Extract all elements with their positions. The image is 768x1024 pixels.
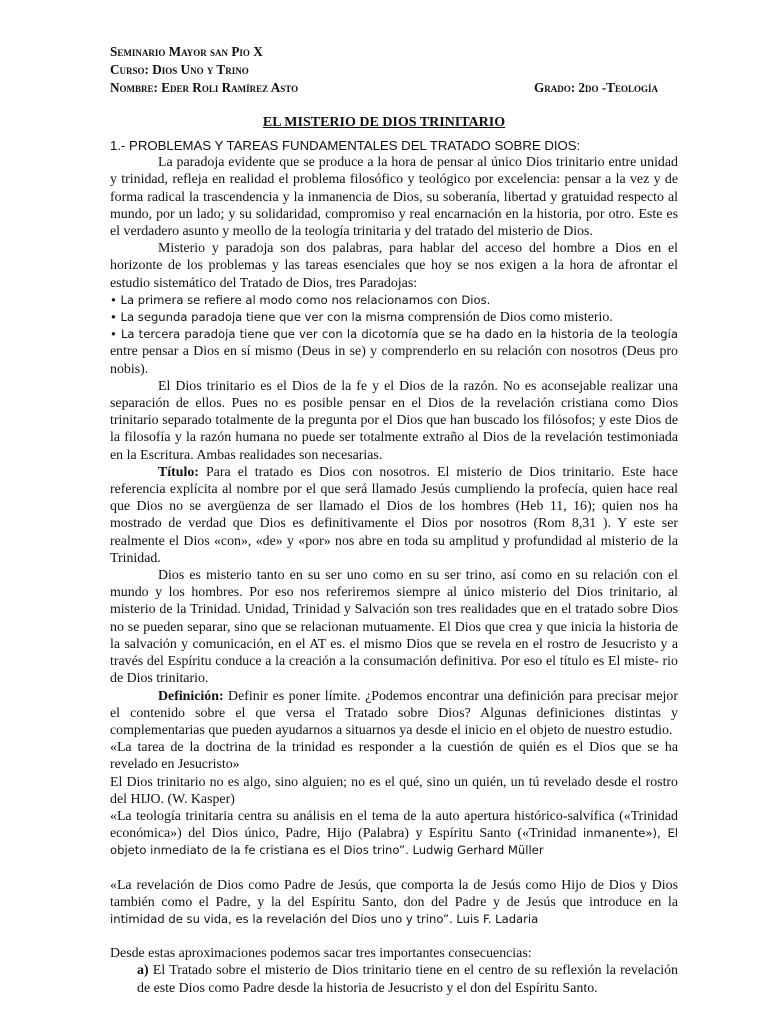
paragraph-label: Definición: [158,688,224,704]
paragraph: El Dios trinitario es el Dios de la fe y el Dios de la razón. No es aconsejable realizar una separación de ellos. Pues no es posible pensar en el Dios de la revelación cristiana como Dios trinitario separado totalmente de la pregunta por el Dios que han buscado los filósofos; y este Dios de la filosofía y la razón humana no puede ser totalmente extraño al Dios de la revelación testimoniada en la Escritura. Ambas realidades son necesarias. [110,378,678,463]
quote-text: «La revelación de Dios como Padre de Jesús, que comporta la de Jesús como Hijo de Dios y Dios también como el Padre, y la del Espíritu Santo, don del Padre y de Jesús que introduce en la [110,877,678,910]
quote [110,808,678,860]
bullet-item [110,326,678,378]
paragraph: Dios es misterio tanto en su ser uno como en su ser trino, así como en su relación con el mundo y los hombres. Por eso nos referiremos siempre al único misterio del Dios trinitario, al misterio de la Trinidad. Unidad, Trinidad y Salvación son tres realidades que en el tratado sobre Dios no se pueden separar, sino que se relacionan mutuamente. El Dios que crea y que inicia la historia de la salvación y comunicación, en el AT es. el mismo Dios que se revela en el rostro de Jesucristo y a través del Espíritu conduce a la creación a la consumación definitiva. Por eso el título es El miste- rio de Dios trinitario. [110,568,678,687]
quote-text-sans: inmanente»), El objeto inmediato de la fe cristiana es el Dios trino”. Ludwig Gerhard Müller [110,826,678,858]
paragraph-text: Para el tratado es Dios con nosotros. El misterio de Dios trinitario. Este hace referencia explícita al nombre por el que será llamado Jesús cumpliendo la profecía, quien hace real que Dios no se avergüenza de ser llamado el Dios de los hombres (Heb 11, 16); quien nos ha mostrado de verdad que Dios es definitivamente el Dios por nosotros (Rom 8,31 ). Y este ser realmente el Dios «con», «de» y «por» nos abre en toda su amplitud y profundidad al misterio de la Trinidad. [110,464,678,566]
section-heading: 1.- PROBLEMAS Y TAREAS FUNDAMENTALES DEL TRATADO SOBRE DIOS: [110,138,581,153]
quote [110,877,678,929]
list-item-text: El Tratado sobre el misterio de Dios trinitario tiene en el centro de su reflexión la revelación de este Dios como Padre desde la historia de Jesucristo y el don del Espíritu Santo. [137,963,678,996]
document-body [110,137,678,997]
spacer [110,860,678,877]
list-item-a [110,962,678,996]
seminario-line: Seminario Mayor san Pio X [110,44,263,59]
bullet-text: comprensión de Dios como misterio. [404,310,613,326]
paragraph: La paradoja evidente que se produce a la hora de pensar al único Dios trinitario entre unidad y trinidad, refleja en realidad el problema filosófico y teológico por excelencia: pensar a la vez y de forma radical la trascendencia y la inmanencia de Dios, su soberanía, libertad y gratuidad respecto al mundo, por un lado; y su solidaridad, compromiso y real encarnación en la historia, por otro. Este es el verdadero asunto y meollo de la teología trinitaria y del tratado del misterio de Dios. [110,155,678,240]
bullet-item [110,309,678,326]
quote: El Dios trinitario no es algo, sino alguien; no es el qué, sino un quién, un tú revelado desde el rostro del HIJO. (W. Kasper) [110,774,678,807]
paragraph [110,688,678,740]
list-item-label: a) [137,963,149,979]
quote: «La tarea de la doctrina de la trinidad es responder a la cuestión de quién es el Dios que se ha revelado en Jesucristo» [110,740,678,773]
bullet-text: entre pensar a Dios en sí mismo (Deus in se) y comprenderlo en su relación con nosotros (Deus pro nobis). [110,344,678,377]
paragraph: Desde estas aproximaciones podemos sacar tres importantes consecuencias: [110,946,532,962]
bullet-text-sans: • La segunda paradoja tiene que ver con la misma [110,310,405,325]
paragraph-label: Título: [158,464,199,480]
bullet-item: • La primera se refiere al modo como nos relacionamos con Dios. [110,292,491,307]
quote-text-sans: intimidad de su vida, es la revelación del Dios uno y trino”. Luis F. Ladaria [110,911,539,926]
document-title: EL MISTERIO DE DIOS TRINITARIO [262,115,506,130]
nombre-grado-row [110,79,670,97]
paragraph: Misterio y paradoja son dos palabras, para hablar del acceso del hombre a Dios en el horizonte de los problemas y las tareas esenciales que hoy se nos exigen a la hora de afrontar el estudio sistemático del Tratado de Dios, tres Paradojas: [110,241,678,291]
bullet-text-sans: • La tercera paradoja tiene que ver con la dicotomía que se ha dado en la historia de la teología [110,327,678,342]
curso-line: Curso: Dios Uno y Trino [110,62,249,77]
quote-text: «La teología trinitaria centra su análisis en el tema de la auto apertura histórico-salvífica («Trinidad económica») del Dios único, Padre, Hijo (Palabra) y Espíritu Santo («Trinidad [110,808,678,842]
document-header [110,43,670,97]
grado-line: Grado: 2do -Teología [533,80,658,95]
nombre-line: Nombre: Eder Roli Ramírez Asto [110,80,299,95]
paragraph [110,464,678,567]
spacer [110,928,678,945]
paragraph-text: Definir es poner límite. ¿Podemos encontrar una definición para precisar mejor el contenido sobre el que versa el Tratado sobre Dios? Algunas definiciones distintas y complementarias que pueden ayudarnos a situarnos ya desde el inicio en el objeto de nuestro estudio. [110,688,678,738]
